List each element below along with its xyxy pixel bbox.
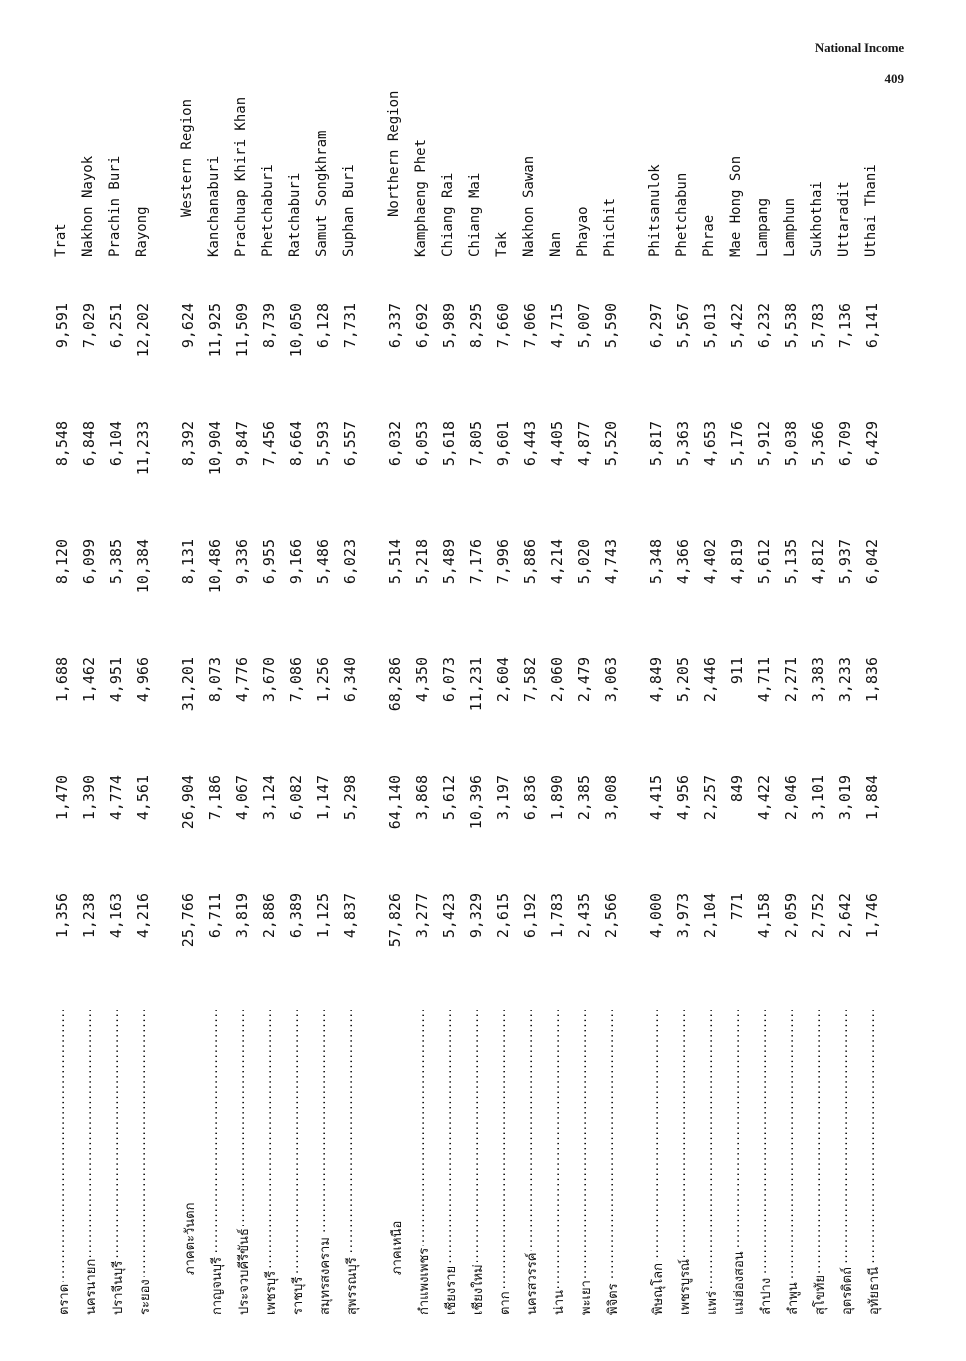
thai-name: สมุทรสงคราม (318, 1237, 333, 1315)
section-spacer (626, 185, 644, 1315)
province-row (572, 185, 599, 1315)
thai-name: ปราจีนบุรี (111, 1260, 126, 1315)
value-cell-col-1: 3,973 (674, 893, 692, 939)
value-cell-col-3: 6,340 (341, 657, 359, 703)
thai-name-cell (53, 1010, 74, 1315)
value-cell-col-5: 10,904 (206, 421, 224, 476)
value-cell-col-3: 4,711 (755, 657, 773, 703)
value-cell-col-1: 2,059 (782, 893, 800, 939)
value-cell-col-4: 6,042 (863, 539, 881, 585)
value-cell-col-4: 5,135 (782, 539, 800, 585)
value-cell-col-5: 7,805 (467, 421, 485, 467)
section-spacer (365, 185, 383, 1315)
value-cell-col-6: 8,295 (467, 303, 485, 349)
value-cell-col-6: 7,066 (521, 303, 539, 349)
value-cell-col-1: 2,104 (701, 893, 719, 939)
thai-name: สุพรรณบุรี (345, 1257, 360, 1315)
province-row (518, 155, 545, 1315)
value-cell-col-1: 2,566 (602, 893, 620, 939)
running-header-title: National Income (814, 40, 904, 55)
value-cell-col-6: 5,783 (809, 303, 827, 349)
english-name: Northern Region (386, 90, 402, 217)
region-row (176, 98, 203, 1315)
value-cell-col-6: 6,232 (755, 303, 773, 349)
value-cell-col-1: 1,356 (53, 893, 71, 939)
thai-name-cell (755, 1010, 776, 1315)
value-cell-col-2: 1,147 (314, 775, 332, 821)
thai-name-cell (809, 1010, 830, 1315)
thai-name-cell (548, 1010, 569, 1315)
value-cell-col-4: 5,489 (440, 539, 458, 585)
value-cell-col-3: 3,670 (260, 657, 278, 703)
value-cell-col-5: 11,233 (134, 421, 152, 476)
thai-name-cell (314, 1010, 335, 1315)
value-cell-col-5: 9,601 (494, 421, 512, 467)
value-cell-col-4: 4,402 (701, 539, 719, 585)
value-cell-col-4: 9,336 (233, 539, 251, 585)
english-name: Phitsanulok (647, 164, 663, 257)
value-cell-col-3: 1,462 (80, 657, 98, 703)
thai-name-cell (134, 1010, 155, 1315)
value-cell-col-6: 12,202 (134, 303, 152, 358)
thai-name: ตาก (498, 1291, 513, 1315)
value-cell-col-5: 5,912 (755, 421, 773, 467)
value-cell-col-4: 5,385 (107, 539, 125, 585)
value-cell-col-2: 5,298 (341, 775, 359, 821)
value-cell-col-3: 68,286 (386, 657, 404, 712)
value-cell-col-4: 10,384 (134, 539, 152, 594)
value-cell-col-2: 64,140 (386, 775, 404, 830)
thai-name-cell (440, 1010, 461, 1315)
value-cell-col-1: 57,826 (386, 893, 404, 948)
value-cell-col-1: 6,389 (287, 893, 305, 939)
english-name: Nan (548, 231, 564, 257)
value-cell-col-6: 7,136 (836, 303, 854, 349)
value-cell-col-1: 771 (728, 893, 746, 921)
thai-name-cell (80, 1010, 101, 1315)
value-cell-col-5: 5,366 (809, 421, 827, 467)
value-cell-col-3: 31,201 (179, 657, 197, 712)
value-cell-col-4: 4,214 (548, 539, 566, 585)
province-row (311, 130, 338, 1315)
value-cell-col-1: 4,216 (134, 893, 152, 939)
value-cell-col-3: 911 (728, 657, 746, 685)
value-cell-col-2: 10,396 (467, 775, 485, 830)
thai-name-cell (233, 1010, 254, 1315)
value-cell-col-4: 5,612 (755, 539, 773, 585)
value-cell-col-2: 4,774 (107, 775, 125, 821)
value-cell-col-5: 4,653 (701, 421, 719, 467)
value-cell-col-6: 9,591 (53, 303, 71, 349)
value-cell-col-6: 5,590 (602, 303, 620, 349)
thai-name-cell (728, 1010, 749, 1315)
thai-name-cell (386, 1010, 407, 1315)
value-cell-col-4: 5,886 (521, 539, 539, 585)
value-cell-col-1: 6,711 (206, 893, 224, 939)
thai-name-cell (287, 1010, 308, 1315)
province-row (284, 172, 311, 1315)
thai-name-cell (674, 1010, 695, 1315)
english-name: Samut Songkhram (314, 130, 330, 257)
province-row (752, 185, 779, 1315)
value-cell-col-2: 2,046 (782, 775, 800, 821)
thai-name: อุตรดิตถ์ (840, 1267, 855, 1315)
english-name: Mae Hong Son (728, 155, 744, 257)
english-name: Uthai Thani (863, 164, 879, 257)
english-name: Phrae (701, 214, 717, 257)
province-row (599, 185, 626, 1315)
thai-name-cell (206, 1010, 227, 1315)
value-cell-col-3: 7,582 (521, 657, 539, 703)
value-cell-col-6: 6,337 (386, 303, 404, 349)
value-cell-col-3: 4,849 (647, 657, 665, 703)
value-cell-col-2: 3,124 (260, 775, 278, 821)
value-cell-col-4: 4,743 (602, 539, 620, 585)
value-cell-col-5: 5,038 (782, 421, 800, 467)
thai-name: นครสวรรค์ (525, 1252, 540, 1315)
province-row (464, 172, 491, 1315)
value-cell-col-4: 6,023 (341, 539, 359, 585)
thai-name: กาญจนบุรี (210, 1257, 225, 1315)
english-name: Kanchanaburi (206, 155, 222, 257)
value-cell-col-5: 5,363 (674, 421, 692, 467)
english-name: Western Region (179, 98, 195, 217)
thai-name-cell (782, 1010, 803, 1315)
value-cell-col-3: 4,776 (233, 657, 251, 703)
value-cell-col-4: 4,366 (674, 539, 692, 585)
value-cell-col-6: 5,007 (575, 303, 593, 349)
thai-name: เชียงราย (444, 1265, 459, 1315)
value-cell-col-4: 9,166 (287, 539, 305, 585)
thai-name: แพร่ (705, 1291, 720, 1315)
value-cell-col-6: 6,692 (413, 303, 431, 349)
value-cell-col-3: 1,836 (863, 657, 881, 703)
value-cell-col-3: 2,446 (701, 657, 719, 703)
province-row (833, 181, 860, 1315)
english-name: Nakhon Nayok (80, 155, 96, 257)
value-cell-col-6: 6,251 (107, 303, 125, 349)
english-name: Phetchabun (674, 172, 690, 257)
english-name: Uttaradit (836, 181, 852, 257)
thai-name-cell (575, 1010, 596, 1315)
english-name: Phichit (602, 197, 618, 257)
thai-name-cell (647, 1010, 668, 1315)
value-cell-col-5: 6,709 (836, 421, 854, 467)
thai-name: ประจวบคีรีขันธ์ (237, 1228, 252, 1315)
value-cell-col-6: 4,715 (548, 303, 566, 349)
province-row (203, 155, 230, 1315)
value-cell-col-3: 2,271 (782, 657, 800, 703)
thai-name: เพชรบูรณ์ (678, 1258, 693, 1315)
value-cell-col-5: 4,877 (575, 421, 593, 467)
value-cell-col-3: 2,479 (575, 657, 593, 703)
value-cell-col-6: 7,660 (494, 303, 512, 349)
thai-name: อุทัยธานี (867, 1266, 882, 1315)
value-cell-col-1: 3,277 (413, 893, 431, 939)
value-cell-col-4: 7,176 (467, 539, 485, 585)
value-cell-col-1: 1,783 (548, 893, 566, 939)
value-cell-col-2: 4,561 (134, 775, 152, 821)
province-row (671, 172, 698, 1315)
english-name: Trat (53, 223, 69, 257)
value-cell-col-6: 5,989 (440, 303, 458, 349)
thai-name: พิจิตร (606, 1283, 621, 1315)
value-cell-col-5: 8,664 (287, 421, 305, 467)
value-cell-col-6: 8,739 (260, 303, 278, 349)
thai-name: พิษณุโลก (651, 1262, 666, 1315)
value-cell-col-4: 4,812 (809, 539, 827, 585)
value-cell-col-1: 4,000 (647, 893, 665, 939)
value-cell-col-3: 3,233 (836, 657, 854, 703)
province-row (725, 155, 752, 1315)
value-cell-col-3: 2,604 (494, 657, 512, 703)
value-cell-col-4: 5,218 (413, 539, 431, 585)
thai-name: พะเยา (579, 1280, 594, 1315)
value-cell-col-1: 1,746 (863, 893, 881, 939)
page-number: 409 (884, 71, 904, 86)
thai-name-cell (836, 1010, 857, 1315)
value-cell-col-4: 6,099 (80, 539, 98, 585)
value-cell-col-1: 25,766 (179, 893, 197, 948)
value-cell-col-4: 4,819 (728, 539, 746, 585)
value-cell-col-3: 3,063 (602, 657, 620, 703)
value-cell-col-5: 6,443 (521, 421, 539, 467)
value-cell-col-6: 7,731 (341, 303, 359, 349)
value-cell-col-3: 8,073 (206, 657, 224, 703)
value-cell-col-6: 11,509 (233, 303, 251, 358)
value-cell-col-2: 5,612 (440, 775, 458, 821)
value-cell-col-3: 11,231 (467, 657, 485, 712)
value-cell-col-2: 2,257 (701, 775, 719, 821)
value-cell-col-5: 6,848 (80, 421, 98, 467)
province-row (491, 185, 518, 1315)
value-cell-col-6: 10,050 (287, 303, 305, 358)
province-row (50, 185, 77, 1315)
province-row (545, 185, 572, 1315)
province-row (104, 155, 131, 1315)
english-name: Ratchaburi (287, 172, 303, 257)
value-cell-col-4: 10,486 (206, 539, 224, 594)
thai-name-cell (107, 1010, 128, 1315)
value-cell-col-3: 4,966 (134, 657, 152, 703)
value-cell-col-1: 2,752 (809, 893, 827, 939)
english-name: Chiang Rai (440, 172, 456, 257)
thai-name: สุโขทัย (813, 1275, 828, 1315)
value-cell-col-5: 5,817 (647, 421, 665, 467)
province-row (437, 172, 464, 1315)
english-name: Phayao (575, 206, 591, 257)
value-cell-col-2: 1,470 (53, 775, 71, 821)
value-cell-col-5: 6,429 (863, 421, 881, 467)
value-cell-col-2: 6,836 (521, 775, 539, 821)
value-cell-col-4: 6,955 (260, 539, 278, 585)
thai-name-cell (179, 1010, 200, 1315)
value-cell-col-1: 9,329 (467, 893, 485, 939)
value-cell-col-3: 4,350 (413, 657, 431, 703)
english-name: Prachuap Khiri Khan (233, 96, 249, 257)
english-name: Chiang Mai (467, 172, 483, 257)
value-cell-col-1: 5,423 (440, 893, 458, 939)
value-cell-col-3: 1,688 (53, 657, 71, 703)
thai-name: ตราด (57, 1283, 72, 1315)
value-cell-col-6: 11,925 (206, 303, 224, 358)
value-cell-col-5: 6,053 (413, 421, 431, 467)
value-cell-col-2: 1,890 (548, 775, 566, 821)
value-cell-col-5: 5,618 (440, 421, 458, 467)
value-cell-col-2: 7,186 (206, 775, 224, 821)
value-cell-col-6: 7,029 (80, 303, 98, 349)
value-cell-col-3: 7,086 (287, 657, 305, 703)
value-cell-col-3: 2,060 (548, 657, 566, 703)
province-row (230, 96, 257, 1315)
value-cell-col-5: 5,593 (314, 421, 332, 467)
value-cell-col-5: 6,104 (107, 421, 125, 467)
section-spacer (158, 185, 176, 1315)
value-cell-col-4: 5,348 (647, 539, 665, 585)
value-cell-col-5: 5,176 (728, 421, 746, 467)
value-cell-col-2: 3,019 (836, 775, 854, 821)
thai-name-cell (341, 1010, 362, 1315)
value-cell-col-6: 5,538 (782, 303, 800, 349)
thai-name-cell (467, 1010, 488, 1315)
value-cell-col-2: 1,390 (80, 775, 98, 821)
value-cell-col-5: 9,847 (233, 421, 251, 467)
thai-name: แม่ฮ่องสอน (732, 1251, 747, 1315)
value-cell-col-3: 4,951 (107, 657, 125, 703)
thai-name: ภาคเหนือ (390, 1219, 405, 1315)
value-cell-col-2: 2,385 (575, 775, 593, 821)
value-cell-col-6: 9,624 (179, 303, 197, 349)
value-cell-col-1: 1,238 (80, 893, 98, 939)
province-row (644, 164, 671, 1315)
value-cell-col-1: 1,125 (314, 893, 332, 939)
value-cell-col-1: 3,819 (233, 893, 251, 939)
value-cell-col-1: 4,163 (107, 893, 125, 939)
value-cell-col-5: 8,392 (179, 421, 197, 467)
thai-name: ราชบุรี (291, 1276, 306, 1315)
value-cell-col-4: 5,020 (575, 539, 593, 585)
thai-name-cell (494, 1010, 515, 1315)
rotated-table-wrapper (50, 90, 882, 1315)
value-cell-col-6: 5,422 (728, 303, 746, 349)
value-cell-col-1: 4,158 (755, 893, 773, 939)
province-row (779, 185, 806, 1315)
value-cell-col-1: 2,615 (494, 893, 512, 939)
value-cell-col-3: 6,073 (440, 657, 458, 703)
province-row (698, 185, 725, 1315)
value-cell-col-2: 6,082 (287, 775, 305, 821)
english-name: Rayong (134, 206, 150, 257)
province-row (77, 155, 104, 1315)
thai-name-cell (413, 1010, 434, 1315)
english-name: Prachin Buri (107, 155, 123, 257)
value-cell-col-2: 849 (728, 775, 746, 803)
region-row (383, 90, 410, 1315)
value-cell-col-3: 3,383 (809, 657, 827, 703)
thai-name-cell (863, 1010, 884, 1315)
english-name: Lampang (755, 197, 771, 257)
value-cell-col-2: 4,415 (647, 775, 665, 821)
value-cell-col-2: 3,008 (602, 775, 620, 821)
value-cell-col-6: 6,128 (314, 303, 332, 349)
thai-name: กำแพงเพชร (417, 1247, 432, 1315)
value-cell-col-2: 3,101 (809, 775, 827, 821)
value-cell-col-5: 7,456 (260, 421, 278, 467)
english-name: Tak (494, 231, 510, 257)
thai-name: เพชรบุรี (264, 1270, 279, 1315)
thai-name: เชียงใหม่ (471, 1264, 486, 1315)
thai-name: ระยอง (138, 1279, 153, 1315)
province-row (806, 181, 833, 1315)
thai-name-cell (701, 1010, 722, 1315)
value-cell-col-2: 4,956 (674, 775, 692, 821)
value-cell-col-1: 4,837 (341, 893, 359, 939)
province-row (257, 164, 284, 1315)
value-cell-col-2: 3,197 (494, 775, 512, 821)
thai-name-cell (602, 1010, 623, 1315)
thai-name-cell (260, 1010, 281, 1315)
value-cell-col-4: 8,131 (179, 539, 197, 585)
thai-name: ลำพูน (786, 1282, 801, 1315)
province-row (860, 164, 887, 1315)
thai-name: น่าน (552, 1289, 567, 1315)
value-cell-col-2: 1,884 (863, 775, 881, 821)
value-cell-col-6: 5,567 (674, 303, 692, 349)
value-cell-col-6: 6,141 (863, 303, 881, 349)
province-row (338, 164, 365, 1315)
province-row (131, 185, 158, 1315)
value-cell-col-1: 2,886 (260, 893, 278, 939)
english-name: Phetchaburi (260, 164, 276, 257)
thai-name: ลำปาง (759, 1277, 774, 1315)
value-cell-col-4: 5,514 (386, 539, 404, 585)
english-name: Nakhon Sawan (521, 155, 537, 257)
value-cell-col-3: 1,256 (314, 657, 332, 703)
value-cell-col-2: 4,422 (755, 775, 773, 821)
value-cell-col-1: 2,642 (836, 893, 854, 939)
value-cell-col-5: 5,520 (602, 421, 620, 467)
value-cell-col-6: 6,297 (647, 303, 665, 349)
province-row (410, 138, 437, 1315)
value-cell-col-5: 4,405 (548, 421, 566, 467)
value-cell-col-3: 5,205 (674, 657, 692, 703)
value-cell-col-1: 2,435 (575, 893, 593, 939)
thai-name: ภาคตะวันตก (183, 1201, 198, 1316)
english-name: Suphan Buri (341, 164, 357, 257)
value-cell-col-2: 26,904 (179, 775, 197, 830)
value-cell-col-6: 5,013 (701, 303, 719, 349)
value-cell-col-2: 3,868 (413, 775, 431, 821)
value-cell-col-1: 6,192 (521, 893, 539, 939)
value-cell-col-5: 6,557 (341, 421, 359, 467)
english-name: Lamphun (782, 197, 798, 257)
income-table (50, 90, 887, 1315)
value-cell-col-4: 7,996 (494, 539, 512, 585)
value-cell-col-5: 6,032 (386, 421, 404, 467)
thai-name: นครนายก (84, 1258, 99, 1315)
value-cell-col-4: 5,937 (836, 539, 854, 585)
english-name: Kamphaeng Phet (413, 138, 429, 257)
value-cell-col-4: 8,120 (53, 539, 71, 585)
english-name: Sukhothai (809, 181, 825, 257)
thai-name-cell (521, 1010, 542, 1315)
value-cell-col-2: 4,067 (233, 775, 251, 821)
value-cell-col-4: 5,486 (314, 539, 332, 585)
value-cell-col-5: 8,548 (53, 421, 71, 467)
